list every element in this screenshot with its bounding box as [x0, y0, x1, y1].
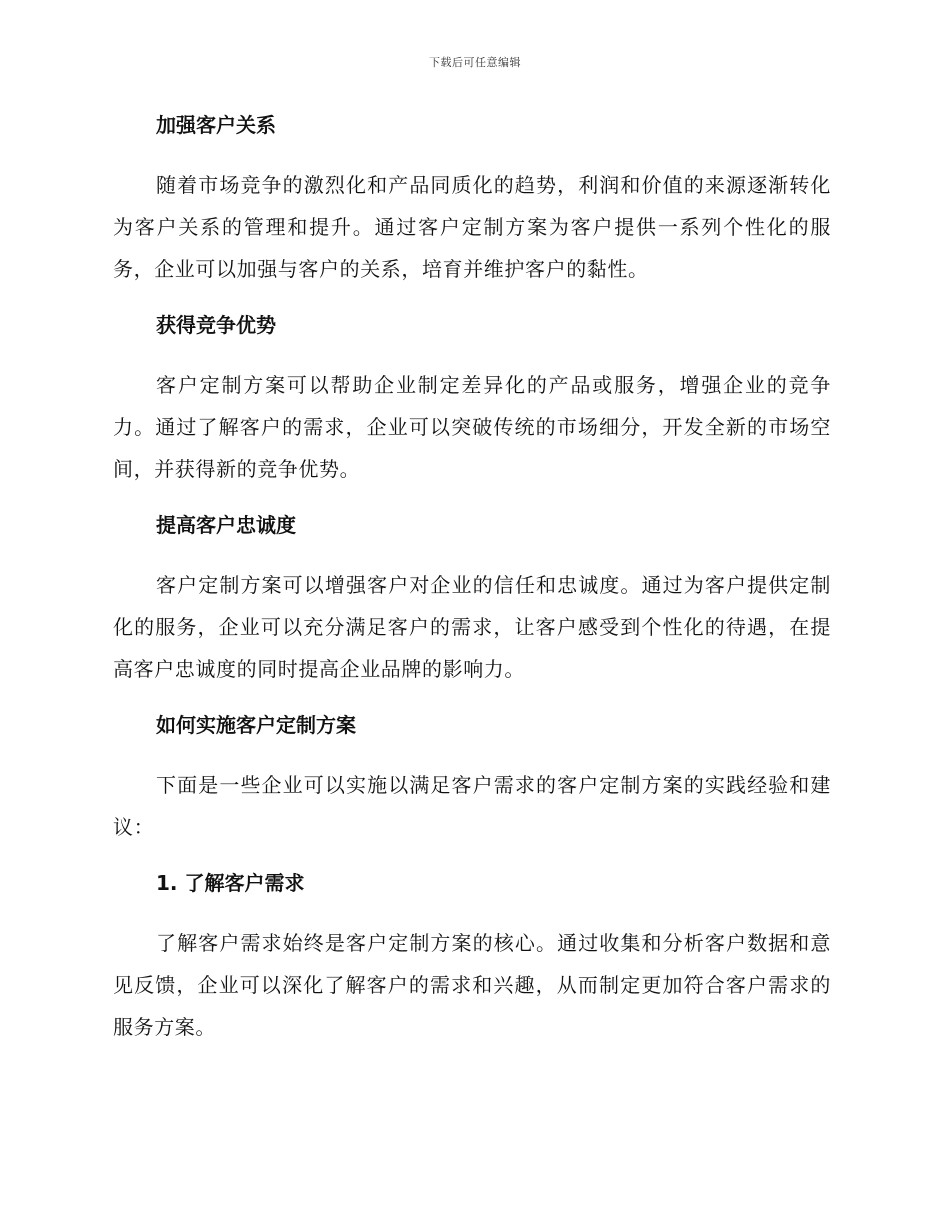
section-paragraph-implementation: 下面是一些企业可以实施以满足客户需求的客户定制方案的实践经验和建议：: [113, 773, 831, 839]
section-heading-implementation: 如何实施客户定制方案: [156, 713, 356, 737]
section-paragraph-understand-needs: 了解客户需求始终是客户定制方案的核心。通过收集和分析客户数据和意见反馈，企业可以深化了解客户的需求和兴趣，从而制定更加符合客户需求的服务方案。: [113, 931, 831, 1039]
section-paragraph-customer-loyalty: 客户定制方案可以增强客户对企业的信任和忠诚度。通过为客户提供定制化的服务，企业可以充分满足客户的需求，让客户感受到个性化的待遇，在提高客户忠诚度的同时提高企业品牌的影响力。: [113, 573, 831, 681]
section-paragraph-competitive-advantage: 客户定制方案可以帮助企业制定差异化的产品或服务，增强企业的竞争力。通过了解客户的需求，企业可以突破传统的市场细分，开发全新的市场空间，并获得新的竞争优势。: [113, 373, 831, 481]
page-header: 下载后可任意编辑: [429, 56, 521, 69]
section-heading-customer-loyalty: 提高客户忠诚度: [156, 513, 296, 537]
document-body: [113, 110, 831, 1068]
section-heading-competitive-advantage: 获得竞争优势: [156, 313, 276, 337]
section-heading-strengthen-relationship: 加强客户关系: [156, 113, 276, 137]
section-heading-understand-needs: 1. 了解客户需求: [156, 871, 305, 895]
section-paragraph-strengthen-relationship: 随着市场竞争的激烈化和产品同质化的趋势，利润和价值的来源逐渐转化为客户关系的管理和提升。通过客户定制方案为客户提供一系列个性化的服务，企业可以加强与客户的关系，培育并维护客户的黏性。: [113, 173, 831, 281]
